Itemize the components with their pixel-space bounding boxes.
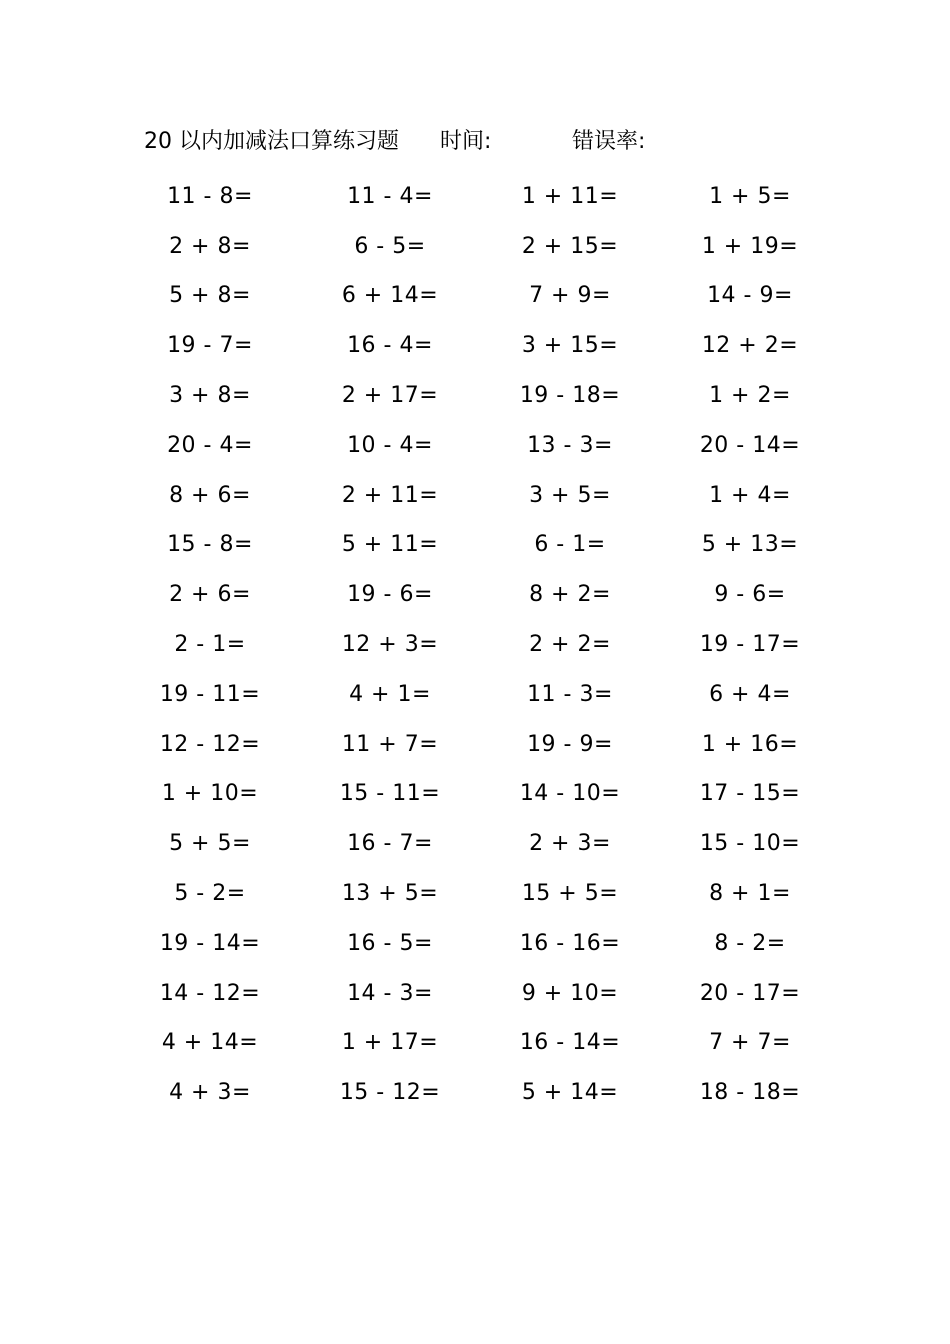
problem-cell: 2 + 15= (521, 233, 619, 259)
problem-cell: 4 + 14= (161, 1030, 259, 1056)
problem-cell: 19 - 17= (699, 632, 801, 658)
problem-cell: 18 - 18= (699, 1080, 801, 1106)
problem-cell: 6 - 5= (354, 233, 426, 259)
problem-grid (120, 172, 840, 1118)
problem-cell: 17 - 15= (699, 781, 801, 807)
problem-cell: 5 - 2= (174, 881, 246, 907)
problem-cell: 1 + 10= (161, 781, 259, 807)
problem-cell: 3 + 5= (529, 482, 611, 508)
problem-cell: 1 + 16= (701, 731, 799, 757)
worksheet-header (144, 126, 704, 158)
problem-cell: 8 - 2= (714, 930, 786, 956)
problem-cell: 15 + 5= (521, 881, 619, 907)
problem-cell: 1 + 4= (709, 482, 791, 508)
problem-cell: 19 - 7= (167, 333, 253, 359)
problem-cell: 10 - 4= (347, 432, 433, 458)
problem-cell: 7 + 9= (529, 283, 611, 309)
problem-cell: 3 + 15= (521, 333, 619, 359)
problem-cell: 9 - 6= (714, 582, 786, 608)
problem-cell: 8 + 1= (709, 881, 791, 907)
problem-cell: 14 - 10= (519, 781, 621, 807)
problem-cell: 13 - 3= (527, 432, 613, 458)
problem-cell: 7 + 7= (709, 1030, 791, 1056)
problem-cell: 6 - 1= (534, 532, 606, 558)
problem-cell: 3 + 8= (169, 383, 251, 409)
problem-cell: 14 - 3= (347, 980, 433, 1006)
problem-cell: 16 - 14= (519, 1030, 621, 1056)
time-label: 时间: (440, 129, 492, 154)
problem-cell: 2 + 2= (529, 632, 611, 658)
problem-cell: 6 + 14= (341, 283, 439, 309)
problem-cell: 5 + 14= (521, 1080, 619, 1106)
problem-cell: 4 + 3= (169, 1080, 251, 1106)
problem-cell: 2 + 17= (341, 383, 439, 409)
problem-cell: 11 + 7= (341, 731, 439, 757)
problem-cell: 11 - 8= (167, 183, 253, 209)
problem-cell: 13 + 5= (341, 881, 439, 907)
problem-cell: 19 - 14= (159, 930, 261, 956)
problem-cell: 19 - 11= (159, 681, 261, 707)
problem-cell: 19 - 6= (347, 582, 433, 608)
problem-cell: 5 + 5= (169, 831, 251, 857)
problem-cell: 1 + 5= (709, 183, 791, 209)
problem-cell: 2 + 8= (169, 233, 251, 259)
problem-cell: 19 - 9= (527, 731, 613, 757)
problem-cell: 1 + 11= (521, 183, 619, 209)
problem-cell: 8 + 2= (529, 582, 611, 608)
problem-cell: 16 - 16= (519, 930, 621, 956)
problem-cell: 20 - 14= (699, 432, 801, 458)
problem-cell: 2 + 3= (529, 831, 611, 857)
problem-cell: 15 - 10= (699, 831, 801, 857)
problem-cell: 12 + 3= (341, 632, 439, 658)
problem-cell: 14 - 12= (159, 980, 261, 1006)
problem-cell: 5 + 8= (169, 283, 251, 309)
problem-cell: 16 - 4= (347, 333, 433, 359)
problem-cell: 2 - 1= (174, 632, 246, 658)
problem-cell: 1 + 2= (709, 383, 791, 409)
problem-cell: 12 + 2= (701, 333, 799, 359)
problem-cell: 20 - 17= (699, 980, 801, 1006)
problem-cell: 8 + 6= (169, 482, 251, 508)
problem-cell: 12 - 12= (159, 731, 261, 757)
problem-cell: 11 - 4= (347, 183, 433, 209)
problem-cell: 15 - 11= (339, 781, 441, 807)
problem-cell: 1 + 19= (701, 233, 799, 259)
problem-cell: 15 - 8= (167, 532, 253, 558)
problem-cell: 16 - 7= (347, 831, 433, 857)
problem-cell: 5 + 11= (341, 532, 439, 558)
problem-cell: 20 - 4= (167, 432, 253, 458)
error-rate-label: 错误率: (572, 129, 646, 154)
problem-cell: 4 + 1= (349, 681, 431, 707)
problem-cell: 5 + 13= (701, 532, 799, 558)
problem-cell: 1 + 17= (341, 1030, 439, 1056)
worksheet-title: 20 以内加减法口算练习题 (144, 129, 399, 154)
problem-cell: 19 - 18= (519, 383, 621, 409)
problem-cell: 9 + 10= (521, 980, 619, 1006)
problem-cell: 16 - 5= (347, 930, 433, 956)
problem-cell: 6 + 4= (709, 681, 791, 707)
problem-cell: 15 - 12= (339, 1080, 441, 1106)
problem-cell: 2 + 6= (169, 582, 251, 608)
problem-cell: 11 - 3= (527, 681, 613, 707)
problem-cell: 2 + 11= (341, 482, 439, 508)
problem-cell: 14 - 9= (707, 283, 793, 309)
